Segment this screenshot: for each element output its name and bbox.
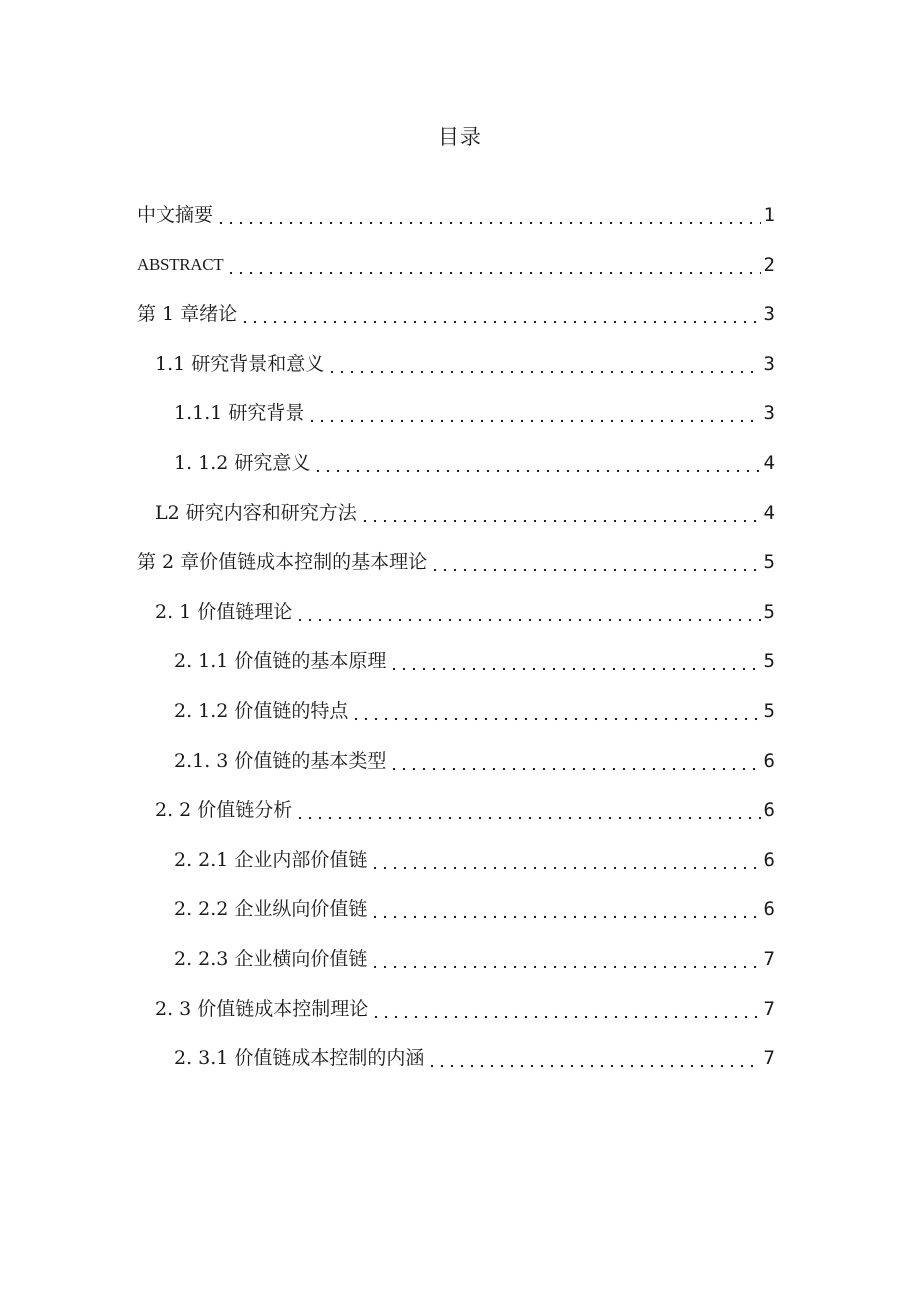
toc-leader-dots — [216, 203, 761, 227]
toc-entry-abstract-cn[interactable] — [0, 203, 920, 253]
toc-entry-section-2-2-1[interactable] — [0, 848, 920, 898]
toc-leader-dots — [370, 897, 760, 921]
toc-entry-section-2-1-3[interactable] — [0, 749, 920, 799]
toc-entry-page: 1 — [763, 204, 775, 226]
toc-entry-abstract-en[interactable] — [0, 253, 920, 303]
toc-entry-label: 1.1.1 研究背景 — [174, 402, 305, 425]
toc-leader-dots — [430, 550, 760, 574]
toc-leader-dots — [351, 699, 760, 723]
toc-entry-page: 2 — [763, 253, 775, 276]
toc-leader-dots — [307, 401, 760, 425]
toc-entry-page: 3 — [763, 352, 775, 375]
toc-entry-label: 1.1 研究背景和意义 — [155, 352, 325, 375]
toc-leader-dots — [370, 947, 760, 971]
toc-leader-dots — [370, 848, 760, 872]
toc-entry-chapter-1[interactable] — [0, 302, 920, 352]
toc-entry-label: 1. 1.2 研究意义 — [174, 451, 311, 474]
toc-entry-label: 第 2 章价值链成本控制的基本理论 — [137, 551, 428, 574]
toc-entry-section-2-1-2[interactable] — [0, 699, 920, 749]
toc-entry-chapter-2[interactable] — [0, 550, 920, 600]
toc-entry-page: 4 — [763, 451, 775, 474]
toc-leader-dots — [226, 253, 760, 277]
toc-leader-dots — [389, 749, 760, 773]
toc-entry-label: ABSTRACT — [137, 254, 224, 274]
toc-entry-page: 7 — [763, 947, 775, 970]
toc-entry-label: 中文摘要 — [137, 204, 214, 226]
toc-entry-page: 6 — [763, 799, 775, 822]
toc-entry-section-2-2-3[interactable] — [0, 947, 920, 997]
toc-leader-dots — [389, 649, 760, 673]
toc-entry-label: 2. 2.2 企业纵向价值链 — [174, 898, 368, 921]
toc-entry-page: 6 — [763, 749, 775, 772]
toc-leader-dots — [313, 451, 760, 475]
toc-entry-page: 5 — [763, 551, 775, 574]
toc-entry-section-2-1-1[interactable] — [0, 649, 920, 699]
toc-entry-label: 2. 1.2 价值链的特点 — [174, 699, 349, 722]
toc-entry-label: 2. 2.1 企业内部价值链 — [174, 848, 368, 871]
toc-entry-section-1-1-2[interactable] — [0, 451, 920, 501]
toc-entry-label: 2. 3.1 价值链成本控制的内涵 — [174, 1047, 425, 1070]
toc-entry-page: 7 — [763, 1047, 775, 1070]
toc-entry-section-2-2[interactable] — [0, 798, 920, 848]
toc-entry-section-1-1[interactable] — [0, 352, 920, 402]
toc-entry-label: 2. 2.3 企业横向价值链 — [174, 947, 368, 970]
toc-leader-dots — [427, 1046, 760, 1070]
toc-entry-page: 5 — [763, 699, 775, 722]
toc-entry-page: 5 — [763, 600, 775, 623]
toc-entry-label: 2.1. 3 价值链的基本类型 — [174, 749, 387, 772]
toc-entry-section-2-2-2[interactable] — [0, 897, 920, 947]
toc-leader-dots — [295, 600, 760, 624]
toc-entry-section-2-1[interactable] — [0, 600, 920, 650]
toc-leader-dots — [295, 798, 760, 822]
toc-entry-label: 2. 2 价值链分析 — [155, 799, 293, 822]
toc-entry-label: 2. 3 价值链成本控制理论 — [155, 997, 369, 1020]
toc-entry-label: 2. 1 价值链理论 — [155, 600, 293, 623]
toc-entry-page: 6 — [763, 898, 775, 921]
toc-entry-section-1-2[interactable] — [0, 501, 920, 551]
toc-entry-section-1-1-1[interactable] — [0, 401, 920, 451]
toc-entry-label: 第 1 章绪论 — [137, 303, 238, 326]
toc-leader-dots — [371, 997, 760, 1021]
toc-entry-page: 4 — [763, 501, 775, 524]
toc-title: 目录 — [438, 125, 482, 149]
toc-entry-page: 3 — [763, 402, 775, 425]
toc-entry-section-2-3[interactable] — [0, 997, 920, 1047]
toc-entry-page: 7 — [763, 997, 775, 1020]
toc-list — [0, 203, 920, 1096]
toc-entry-section-2-3-1[interactable] — [0, 1046, 920, 1096]
toc-entry-page: 6 — [763, 848, 775, 871]
toc-leader-dots — [360, 501, 761, 525]
toc-entry-page: 3 — [763, 303, 775, 326]
toc-leader-dots — [240, 302, 760, 326]
toc-entry-label: 2. 1.1 价值链的基本原理 — [174, 650, 387, 673]
toc-leader-dots — [327, 352, 760, 376]
toc-entry-label: L2 研究内容和研究方法 — [155, 501, 357, 524]
toc-entry-page: 5 — [763, 650, 775, 673]
